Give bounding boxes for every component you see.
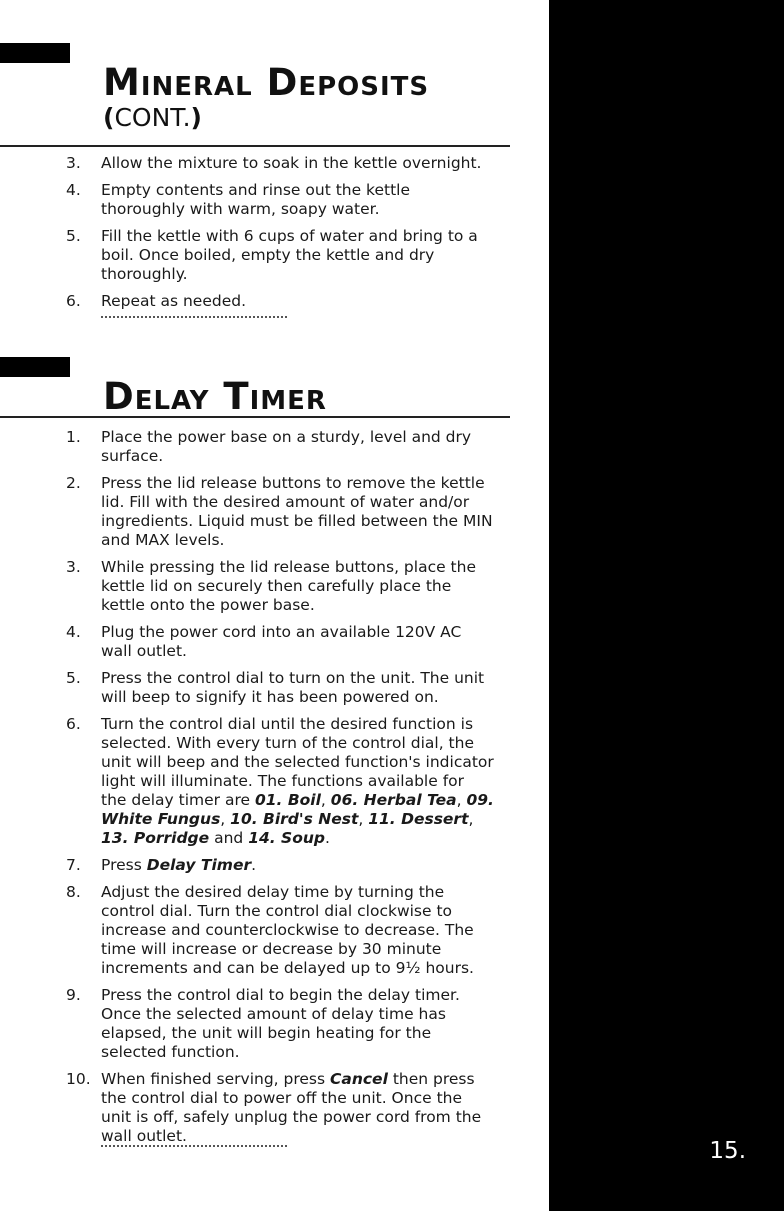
section-rule — [0, 416, 510, 418]
list-item: 3. Allow the mixture to soak in the kettle overnight. — [66, 154, 482, 172]
list-item: 9. Press the control dial to begin the delay timer. Once the selected amount of delay time has elapsed, the unit will begin heating for the selected function. — [66, 986, 460, 1061]
list-item: 6. Repeat as needed. — [66, 292, 247, 310]
list-item: 7. Press Delay Timer. — [66, 856, 257, 874]
list-item: 2. Press the lid release buttons to remove the kettle lid. Fill with the desired amount of water and/or ingredients. Liquid must be filled between the MIN and MAX levels. — [66, 474, 493, 549]
list-item: 5. Press the control dial to turn on the unit. The unit will beep to signify it has been powered on. — [66, 669, 485, 706]
list-item: 6. Turn the control dial until the desired function is selected. With every turn of the control dial, the unit will beep and the selected function's indicator light will illuminate. The functions available for the delay timer are 01. Boil, 06. Herbal Tea, 09. White Fungus, 10. Bird's Nest, 11. Dessert, 13. Porridge and 14. Soup. — [66, 715, 494, 847]
list-item: 1. Place the power base on a sturdy, level and dry surface. — [66, 428, 472, 465]
mineral-deposits-steps — [0, 154, 500, 319]
page-sidebar — [549, 0, 784, 1211]
page-number: 15. — [709, 1138, 746, 1164]
section-title-mineral-deposits: Mineral Deposits — [103, 61, 430, 104]
section-rule — [0, 145, 510, 147]
list-item: 8. Adjust the desired delay time by turning the control dial. Turn the control dial clockwise to increase and counterclockwise to decrease. The time will increase or decrease by 30 minute increments and can be delayed up to 9½ hours. — [66, 883, 474, 977]
section-subtitle: (CONT.) — [103, 103, 202, 132]
list-item: 5. Fill the kettle with 6 cups of water and bring to a boil. Once boiled, empty the kettle and dry thoroughly. — [66, 227, 478, 283]
section-end-divider — [101, 316, 287, 318]
section-title-delay-timer: Delay Timer — [103, 375, 327, 418]
list-item: 4. Plug the power cord into an available 120V AC wall outlet. — [66, 623, 462, 660]
section-tab-marker — [0, 43, 70, 63]
list-item: 10. When finished serving, press Cancel then press the control dial to power off the unit. Once the unit is off, safely unplug the power cord from the wall outlet. — [66, 1070, 482, 1145]
section-tab-marker — [0, 357, 70, 377]
list-item: 4. Empty contents and rinse out the kettle thoroughly with warm, soapy water. — [66, 181, 411, 218]
list-item: 3. While pressing the lid release buttons, place the kettle lid on securely then carefully place the kettle onto the power base. — [66, 558, 476, 614]
delay-timer-steps — [0, 428, 500, 1154]
section-end-divider — [101, 1145, 287, 1147]
